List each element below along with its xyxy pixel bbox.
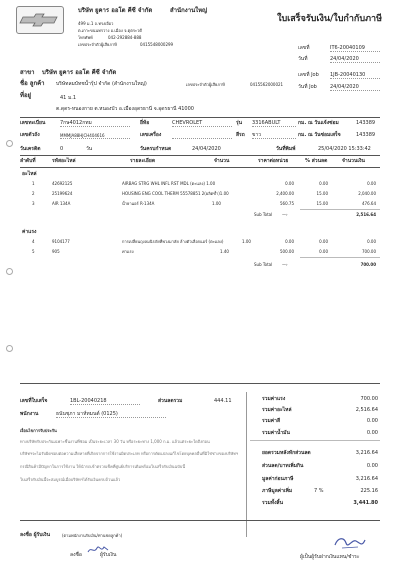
row-qty: 1.00 (212, 201, 221, 206)
brand-label: ยี่ห้อ (140, 120, 150, 126)
credit-value: 0 (60, 146, 64, 152)
row-no: 2 (32, 191, 35, 196)
col-header-no: ลำดับที่ (20, 158, 36, 164)
company-tax-label: เลขประจำตัวผู้เสียภาษี (78, 42, 117, 47)
total-parts: 2,516.64 (355, 407, 378, 413)
grand-total: 3,441.80 (353, 500, 378, 506)
total-label-labor: รวมค่าแรง (262, 396, 286, 402)
arrow-right-icon: —› (282, 262, 288, 267)
note-line: กรณีสินค้ามีปัญหาในการใช้งาน ให้นำรถเข้าตรวจเช็คที่ศูนย์บริการเดิมพร้อมใบเสร็จรับเงินฉบับนี้ (20, 464, 186, 469)
punch-hole (6, 268, 13, 275)
credit-label: วันเครดิต (20, 146, 41, 152)
collector-signature (86, 543, 110, 555)
note-line: บริษัทฯจะไม่รับผิดชอบต่อความเสียหายที่เกิดจากการใช้งานผิดประเภท หรือการดัดแปลงแก้ไขโดยบุคคลอื่นที่มิใช่ช่างของบริษัทฯ (20, 451, 239, 456)
company-branch: สำนักงานใหญ่ (170, 7, 208, 14)
company-address-2: ต.เกาะขนนทรวาง อ.เมือง จ.ตุตระวดี (78, 28, 143, 33)
row-code: 9104177 (52, 239, 70, 244)
customer-branch-label: สาขา (20, 69, 35, 76)
subtotal-rule (300, 209, 380, 210)
subtotal-parts: 2,516.64 (356, 212, 376, 217)
row-disc: 15.00 (316, 191, 328, 196)
punch-hole (6, 345, 13, 352)
row-price: 2,400.00 (276, 191, 294, 196)
row-price: 500.00 (280, 249, 294, 254)
authorized-signature (332, 535, 368, 551)
customer-branch: บริษัท ยูคาร ออโต คีซี จำกัด (42, 69, 117, 76)
col-header-desc: รายละเอียด (130, 158, 156, 164)
row-qty: 1.00 (242, 239, 251, 244)
row-no: 1 (32, 181, 35, 186)
totals-rule (250, 440, 380, 441)
row-disc: 15.00 (316, 201, 328, 206)
print-date-label: วันที่พิมพ์ (276, 146, 296, 152)
col-header-qty: จำนวน (214, 158, 230, 164)
total-label-oil: รวมค่าน้ำมัน (262, 430, 290, 436)
total-oil: 0.00 (366, 430, 378, 436)
due-date-label: วันครบกำหนด (140, 146, 172, 152)
doc-number-label: เลขที่ (298, 45, 310, 51)
due-date: 24/04/2020 (192, 146, 221, 152)
row-code: 905 (52, 249, 60, 254)
table-header-border (20, 167, 380, 168)
col-header-disc: % ส่วนลด (305, 158, 328, 164)
company-name: บริษัท ยูคาร ออโต คีซี จำกัด (78, 7, 153, 14)
row-amount: 700.00 (362, 249, 376, 254)
doc-number: IT6-20040109 (330, 45, 380, 52)
subtotal-label: Sub Total (254, 212, 273, 217)
customer-tax-label: เลขประจำตัวผู้เสียภาษี (186, 82, 225, 87)
total-extra: 0.00 (366, 463, 378, 469)
chevrolet-bowtie-icon (17, 7, 63, 33)
doc-date-label: วันที่ (298, 56, 308, 62)
receipt-number: 1BL-20040218 (70, 398, 140, 405)
col-header-code: รหัสอะไหล่ (52, 158, 76, 164)
total-discount-label: ส่วนลดรวม (158, 398, 183, 404)
subtotal-rule (300, 257, 380, 258)
row-no: 4 (32, 239, 35, 244)
row-disc: 0.00 (319, 239, 328, 244)
job-number-label: เลขที่ Job (298, 72, 319, 78)
company-tel-label: โทรศัพท์ (78, 35, 93, 40)
row-amount: 476.64 (362, 201, 376, 206)
row-code: AIR 134A (52, 201, 71, 206)
row-qty: 1.40 (220, 249, 229, 254)
row-desc: น้ำยาแอร์ R-134A (122, 201, 155, 206)
plate: 7กษ4012กทม (60, 120, 130, 127)
row-desc: HOUSING ENG COOL THERM 55578851 2(ผลิตซ้ำ)1.00 (122, 191, 229, 196)
engine (172, 132, 232, 139)
authorized-line: ผู้เป็นผู้รับฝากเงินแทน/ชำระ (300, 554, 360, 560)
totals-divider (246, 392, 247, 537)
company-tax: 0415548000299 (140, 42, 174, 47)
total-label-parts: รวมค่าอะไหล่ (262, 407, 292, 413)
job-date-label: วันที่ Job (298, 84, 317, 90)
table-top-border (20, 155, 380, 156)
km-out: 143389 (356, 132, 376, 138)
total-label-after-discount: ยอดรวมหลังหักส่วนลด (262, 450, 311, 456)
vin-label: เลขตัวถัง (20, 132, 40, 138)
staff-label: พนักงาน (20, 411, 39, 417)
table-bottom-border (20, 383, 380, 384)
row-disc: 0.00 (319, 181, 328, 186)
staff: ธนันชุภา มาห์ทมนต์ (0125) (56, 411, 166, 418)
brand: CHEVROLET (172, 120, 232, 127)
row-no: 5 (32, 249, 35, 254)
print-date: 25/04/2020 15:33:42 (318, 146, 371, 152)
collector-label: ผู้รับเงิน (100, 552, 117, 558)
note-line: ใบเสร็จรับเงินนี้จะสมบูรณ์เมื่อบริษัทฯได้รับเงินครบถ้วนแล้ว (20, 477, 121, 482)
total-discount: 444.11 (214, 398, 232, 404)
row-code: 25199624 (52, 191, 73, 196)
customer-address-label: ที่อยู่ (20, 92, 32, 99)
row-code: 42692125 (52, 181, 73, 186)
row-desc: AIRBAG STRG WHL INFL RST MDL (ตะแลง) 1.00 (122, 181, 216, 186)
km-out-label: กม. ณ วันซ่อมเสร็จ (298, 132, 341, 138)
row-desc: ค่าแรง (122, 249, 134, 254)
section-title-parts: อะไหล่ (22, 171, 37, 177)
km-in-label: กม. ณ วันแจ้งซ่อม (298, 120, 339, 126)
total-pre-vat: 3,216.64 (355, 476, 378, 482)
document-title: ใบเสร็จรับเงิน/ใบกำกับภาษี (277, 14, 382, 24)
total-labor: 700.00 (360, 396, 378, 402)
total-label-vat: ภาษีมูลค่าเพิ่ม (262, 488, 293, 494)
company-tel: 042-292884-888 (108, 35, 142, 40)
divider (20, 117, 380, 118)
model-label: รุ่น (236, 120, 243, 126)
total-label-pre-vat: มูลค่าก่อนภาษี (262, 476, 294, 482)
vin: MMMJA88HJCH404616 (60, 133, 130, 139)
model: 3316ABULT (252, 120, 296, 127)
total-label-extra: ส่วนลด/บาทเพิ่มกิน (262, 463, 304, 469)
note-line: ทางบริษัทรับประกันเฉพาะชิ้นงานที่ซ่อม เป็นระยะเวลา 30 วัน หรือระยะทาง 1,000 ก.ม. แล้วแต่ระยะใดถึงก่อน (20, 439, 210, 444)
section-title-labor: ค่าแรง (22, 229, 37, 235)
plate-label: เลขทะเบียน (20, 120, 46, 126)
punch-hole (6, 140, 13, 147)
row-amount: 2,040.00 (358, 191, 376, 196)
col-header-price: ราคาต่อหน่วย (258, 158, 289, 164)
arrow-right-icon: —› (282, 212, 288, 217)
row-amount: 0.00 (367, 181, 376, 186)
company-logo (16, 6, 64, 34)
company-address-1: 499 ม.1 ถ.ทรงเจีอว (78, 21, 114, 26)
credit-unit: วัน (86, 146, 93, 152)
customer-name: บริษัทลมบัทชน้ำรุ้ป จำกัด (สำนักงานใหญ่) (56, 81, 147, 87)
phone-note: (ตามพนักงานรับเงิน/ท่านชดลูกค้า) (62, 533, 123, 538)
receipt-number-label: เลขที่ใบเสร็จ (20, 398, 48, 404)
vat-percent: 7 % (314, 488, 324, 494)
subtotal-label: Sub Total (254, 262, 273, 267)
km-in: 143389 (356, 120, 376, 126)
color: ขาว (252, 132, 296, 139)
engine-label: เลขเครื่อง (140, 132, 162, 138)
customer-address-1: 41 ม.1 (60, 95, 77, 101)
color-label: สีรถ (236, 132, 245, 138)
total-vat: 225.16 (360, 488, 378, 494)
total-label-grand: รวมทั้งสิ้น (262, 500, 283, 506)
row-price: 0.00 (285, 239, 294, 244)
notes-heading: เงื่อนไขการรับประกัน (20, 428, 57, 433)
job-number: 1JB-20040130 (330, 72, 380, 79)
collector-sign-label: ลงชื่อ (70, 552, 82, 558)
row-price: 560.75 (280, 201, 294, 206)
divider (20, 520, 380, 521)
total-after-discount: 3,216.64 (355, 450, 378, 456)
col-header-amount: จำนวนเงิน (342, 158, 365, 164)
total-paint: 0.00 (366, 418, 378, 424)
row-amount: 0.00 (367, 239, 376, 244)
doc-date: 24/04/2020 (330, 56, 380, 63)
customer-address-2: ต.ดุดร-หนองกาย ต.หนองบัว อ.เมืองอุดรธานี จ.อุดรธานี 41000 (56, 106, 194, 112)
signature-label: ลงชื่อ ผู้รับเงิน (20, 532, 50, 538)
total-label-paint: รวมค่าสี (262, 418, 280, 424)
row-desc: การเปลี่ยนถุงลมนิรภัยที่พวงมาลัย ล้างตัวเลือกแอร์ (ตะแลง) (122, 239, 224, 244)
row-price: 0.00 (285, 181, 294, 186)
customer-name-label: ชื่อ ลูกค้า (20, 80, 45, 87)
row-no: 3 (32, 201, 35, 206)
subtotal-labor: 700.00 (360, 262, 376, 267)
customer-tax: 0415562000021 (250, 82, 284, 87)
job-date: 24/04/2020 (330, 84, 380, 91)
row-disc: 0.00 (319, 249, 328, 254)
